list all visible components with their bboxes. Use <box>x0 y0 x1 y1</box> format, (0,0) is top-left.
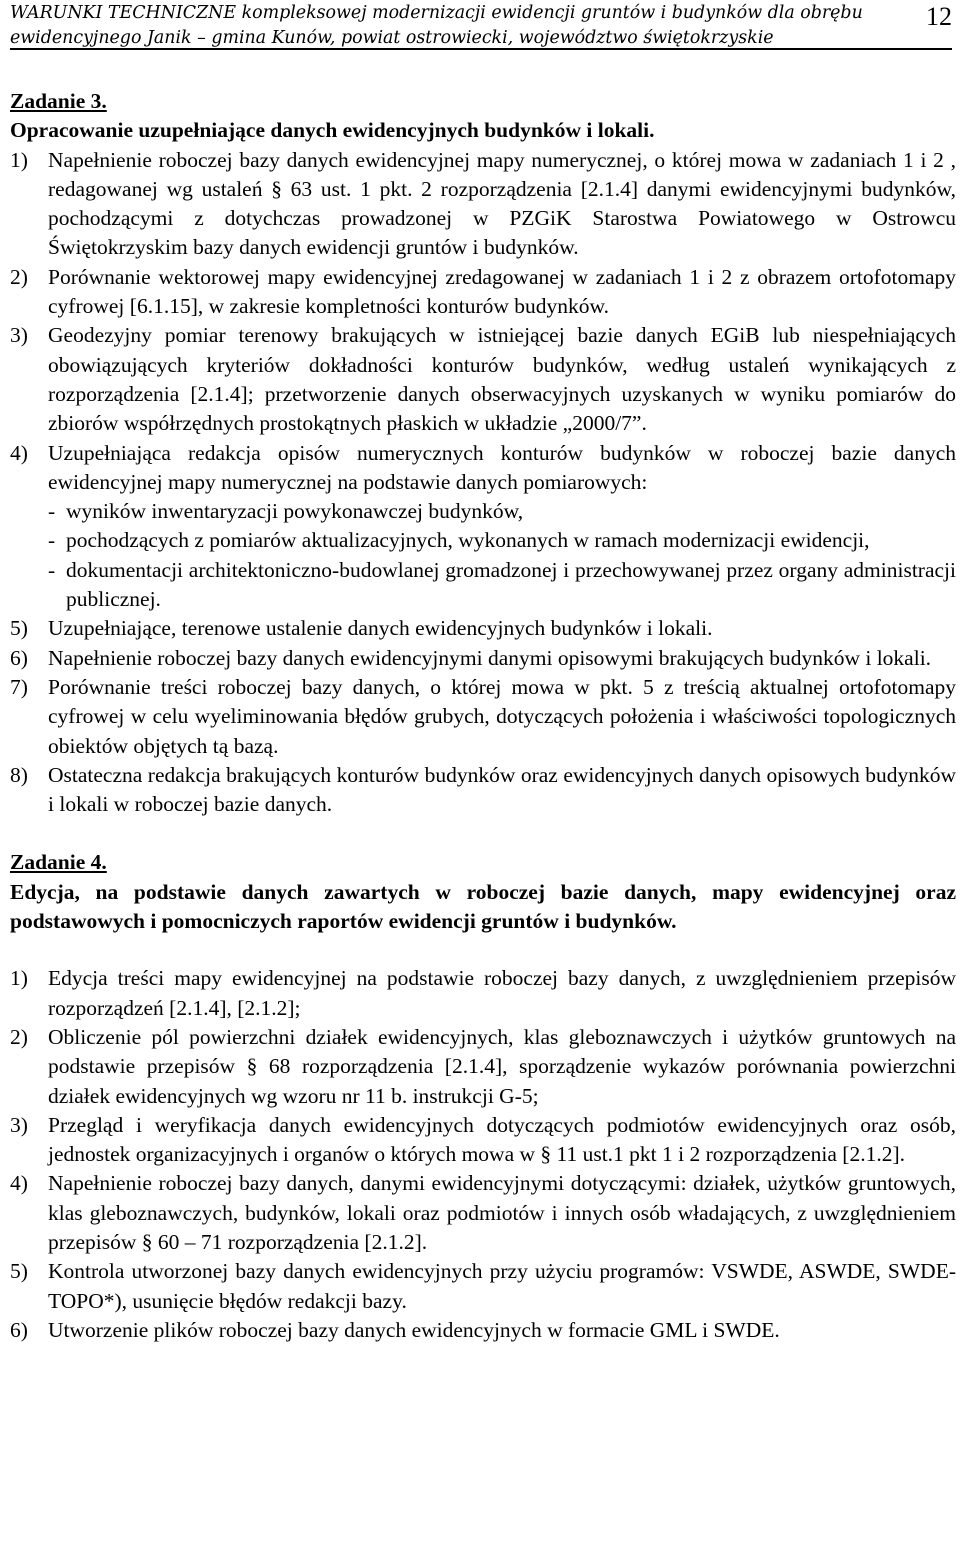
task3-title: Opracowanie uzupełniające danych ewidencyjnych budynków i lokali. <box>10 118 655 143</box>
list-item <box>10 263 956 322</box>
header-line-1: WARUNKI TECHNICZNE kompleksowej modernizacji ewidencji gruntów i budynków dla obrębu <box>10 3 863 23</box>
sub-list-text: wyników inwentaryzacji powykonawczej budynków, <box>66 499 524 524</box>
list-item-text: Napełnienie roboczej bazy danych, danymi ewidencyjnymi dotyczącymi: działek, użytków gruntowych, klas gleboznawczych, budynków, lokali oraz podmiotów i innych osób władających, z uwzględnieniem przepisów § 60 – 71 rozporządzenia [2.1.2]. <box>48 1171 956 1254</box>
sub-list-text: dokumentacji architektoniczno-budowlanej gromadzonej i przechowywanej przez organy administracji publicznej. <box>66 557 956 612</box>
list-item-text: Porównanie treści roboczej bazy danych, o której mowa w pkt. 5 z treścią aktualnej ortofotomapy cyfrowej w celu wyeliminowania błędów grubych, dotyczących położenia i właściwości topologicznych obiektów objętych tą bazą. <box>48 674 956 758</box>
list-item-number: 4) <box>10 1171 28 1196</box>
list-item-text: Porównanie wektorowej mapy ewidencyjnej zredagowanej w zadaniach 1 i 2 z obrazem ortofotomapy cyfrowej [6.1.15], w zakresie kompletności konturów budynków. <box>48 264 956 319</box>
list-item <box>10 146 956 263</box>
sub-list-dash: - <box>48 557 56 582</box>
task4-number: Zadanie 4. <box>10 850 107 875</box>
list-item-text: Napełnienie roboczej bazy danych ewidencyjnej mapy numerycznej, o której mowa w zadaniach 1 i 2 , redagowanej wg ustaleń § 63 ust. 1 pkt. 2 rozporządzenia [2.1.4] danymi ewidencyjnymi budynków, pochodzącymi z dotychczas prowadzonej w PZGiK Starostwa Powiatowego w Ostrowcu Świętokrzyskim bazy danych ewidencji gruntów i budynków. <box>48 147 956 260</box>
list-item-number: 8) <box>10 762 28 787</box>
list-item-text: Obliczenie pól powierzchni działek ewidencyjnych, klas gleboznawczych i użytków gruntowych na podstawie przepisów § 68 rozporządzenia [2.1.4], sporządzenie wykazów porównania powierzchni działek ewidencyjnych wg wzoru nr 11 b. instrukcji G-5; <box>48 1024 956 1108</box>
header-line-2: ewidencyjnego Janik – gmina Kunów, powiat ostrowiecki, województwo świętokrzyskie <box>10 28 774 48</box>
list-item <box>10 1316 956 1345</box>
sub-list-dash: - <box>48 499 56 524</box>
list-item <box>10 1257 956 1316</box>
list-item-number: 5) <box>10 1259 28 1284</box>
list-item-number: 6) <box>10 645 28 670</box>
list-item-text: Przegląd i weryfikacja danych ewidencyjnych dotyczących podmiotów ewidencyjnych oraz osób, jednostek organizacyjnych i organów o których mowa w § 11 ust.1 pkt 1 i 2 rozporządzenia [2.1.2]. <box>48 1112 956 1167</box>
list-item <box>10 761 956 820</box>
list-item-text: Uzupełniająca redakcja opisów numerycznych konturów budynków w roboczej bazie danych ewidencyjnej mapy numerycznej na podstawie danych pomiarowych: <box>48 440 956 494</box>
list-item-number: 2) <box>10 1024 28 1049</box>
list-item <box>10 644 956 673</box>
list-item <box>10 1023 956 1111</box>
list-item-text: Edycja treści mapy ewidencyjnej na podstawie roboczej bazy danych, z uwzględnieniem przepisów rozporządzeń [2.1.4], [2.1.2]; <box>48 966 956 1020</box>
document-body <box>10 87 956 1345</box>
page-number: 12 <box>926 2 952 31</box>
section-spacer <box>10 936 956 964</box>
list-item-number: 7) <box>10 674 28 699</box>
list-item <box>10 964 956 1023</box>
list-item-text: Uzupełniające, terenowe ustalenie danych ewidencyjnych budynków i lokali. <box>48 616 713 641</box>
sub-list-item <box>10 497 956 526</box>
list-item <box>10 614 956 643</box>
list-item-number: 2) <box>10 264 28 289</box>
header-title <box>10 1 910 51</box>
list-item-number: 1) <box>10 966 28 991</box>
sub-list-dash: - <box>48 528 56 553</box>
list-item <box>10 1169 956 1257</box>
list-item-text: Kontrola utworzonej bazy danych ewidencyjnych przy użyciu programów: VSWDE, ASWDE, SWDE-TOPO*), usunięcie błędów redakcji bazy. <box>48 1259 956 1313</box>
list-item <box>10 1111 956 1170</box>
list-item-number: 3) <box>10 1112 28 1137</box>
list-item-text: Utworzenie plików roboczej bazy danych ewidencyjnych w formacie GML i SWDE. <box>48 1317 780 1342</box>
list-item-number: 1) <box>10 147 28 172</box>
list-item-text: Ostateczna redakcja brakujących konturów budynków oraz ewidencyjnych danych opisowych budynków i lokali w roboczej bazie danych. <box>48 762 956 817</box>
list-item-number: 4) <box>10 440 28 465</box>
sub-list-item <box>10 526 956 555</box>
list-item-text: Napełnienie roboczej bazy danych ewidencyjnymi danymi opisowymi brakujących budynków i lokali. <box>48 645 932 670</box>
list-item-number: 5) <box>10 616 28 641</box>
task4-title: Edycja, na podstawie danych zawartych w roboczej bazie danych, mapy ewidencyjnej oraz podstawowych i pomocniczych raportów ewidencji gruntów i budynków. <box>10 879 956 934</box>
list-item-number: 3) <box>10 323 28 348</box>
list-item-number: 6) <box>10 1317 28 1342</box>
list-item <box>10 673 956 761</box>
page-header <box>10 0 952 50</box>
list-item-text: Geodezyjny pomiar terenowy brakujących w istniejącej bazie danych EGiB lub niespełniających obowiązujących kryteriów dokładności konturów budynków, według ustaleń wynikających z rozporządzenia [2.1.4]; przetworzenie danych obserwacyjnych uzyskanych w wyniku pomiarów do zbiorów współrzędnych prostokątnych płaskich w układzie „2000/7”. <box>48 323 956 436</box>
task3-number: Zadanie 3. <box>10 89 107 113</box>
section-spacer <box>10 819 956 848</box>
sub-list-text: pochodzących z pomiarów aktualizacyjnych, wykonanych w ramach modernizacji ewidencji, <box>66 528 870 553</box>
list-item <box>10 321 956 438</box>
sub-list-item <box>10 556 956 615</box>
list-item <box>10 439 956 498</box>
